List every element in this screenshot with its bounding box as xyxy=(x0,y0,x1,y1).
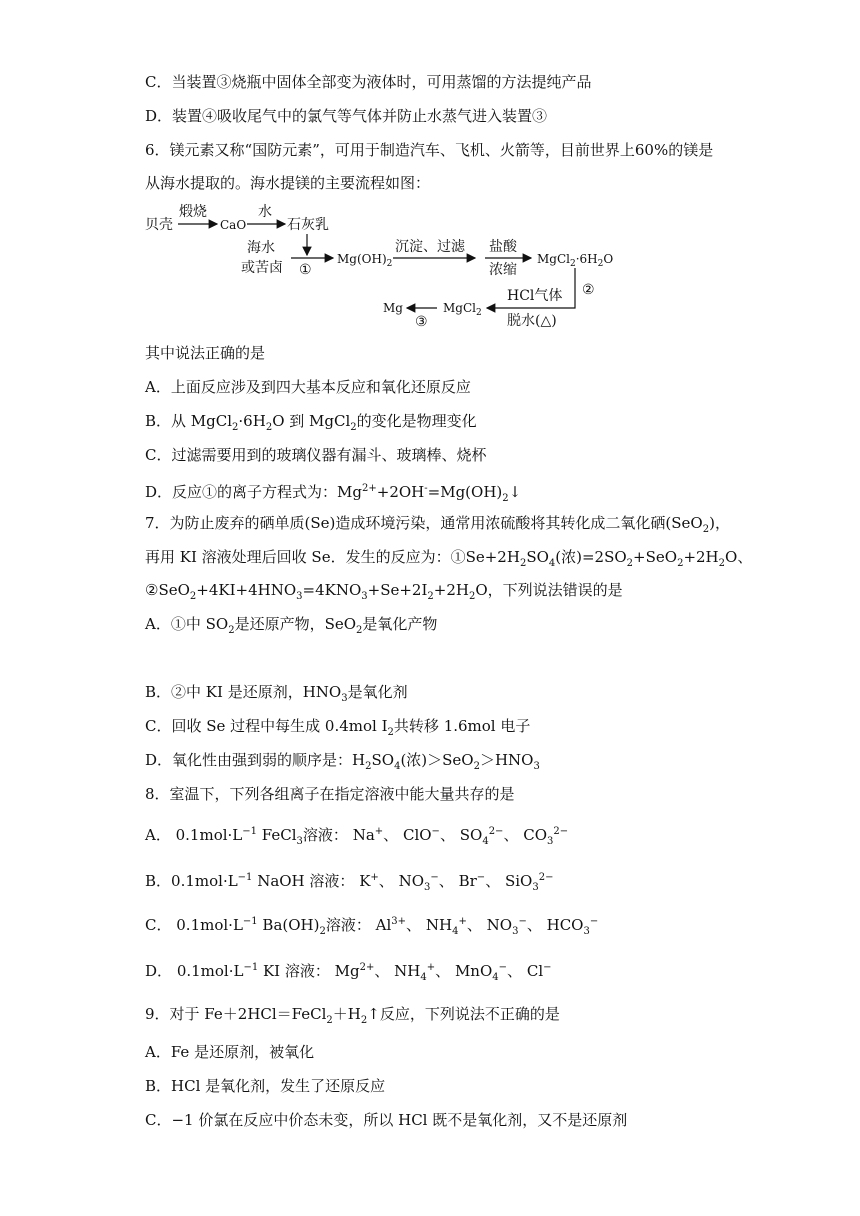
flow-step1: ① xyxy=(299,262,312,278)
flow-water: 水 xyxy=(258,204,272,220)
q7-stem-line2: 再用 KI 溶液处理后回收 Se．发生的反应为：$①Se+2H_2SO_4$(浓)$=2SO_2+SeO_2+2H_2O$、 xyxy=(145,548,753,569)
q9-option-a: A．Fe 是还原剂，被氧化 xyxy=(145,1043,315,1061)
flow-concentrate: 浓缩 xyxy=(489,262,517,278)
q6-option-c: C．过滤需要用到的玻璃仪器有漏斗、玻璃棒、烧杯 xyxy=(145,446,487,464)
q6-flow-diagram xyxy=(145,200,625,332)
q6-option-d: D．反应①的离子方程式为：$Mg^{2+}+2OH^-=Mg(OH)_2↓$ xyxy=(145,483,522,504)
q6-stem-line1: 6．镁元素又称“国防元素”，可用于制造汽车、飞机、火箭等，目前世界上60%的镁是 xyxy=(145,141,714,159)
q7-option-c: C．回收 Se 过程中每生成 0.4mol $I_2$共转移 1.6mol 电子 xyxy=(145,717,531,738)
flow-mg: Mg xyxy=(383,301,403,315)
q8-option-a: A． $0.1mol\cdot L^{-1}$ FeCl$_3$溶液： Na+、 ClO−、 $SO_4^{2-}$、 $CO_3^{2-}$ xyxy=(145,826,569,847)
flow-step3: ③ xyxy=(415,314,428,330)
flow-mgcl2-hydrate: $MgCl_2\cdot 6H_2O$ xyxy=(537,252,614,269)
flow-hcl-acid: 盐酸 xyxy=(489,239,517,255)
q7-option-a: A．①中 $SO_2$是还原产物，SeO$_2$是氧化产物 xyxy=(145,615,438,636)
q6-stem-line2: 从海水提取的。海水提镁的主要流程如图： xyxy=(145,174,431,192)
flow-seawater: 海水 xyxy=(247,240,275,256)
flow-calcine: 煅烧 xyxy=(179,204,207,220)
q6-option-a: A．上面反应涉及到四大基本反应和氧化还原反应 xyxy=(145,378,471,396)
flow-mgoh2: $Mg(OH)_2$ xyxy=(337,252,393,269)
q9-option-c: C．−1 价氯在反应中价态未变，所以 HCl 既不是氧化剂，又不是还原剂 xyxy=(145,1111,628,1129)
flow-mgcl2: MgCl$_2$ xyxy=(443,301,482,318)
q8-option-d: D． $0.1mol\cdot L^{-1}$ KI 溶液： $Mg^{2+}$、 $NH_4^+$、 MnO$_4$−、 Cl− xyxy=(145,962,552,983)
q6-option-b: B．从 $MgCl_2\cdot 6H_2O$ 到 MgCl$_2$的变化是物理变化 xyxy=(145,412,477,433)
q7-stem-line1: 7．为防止废弃的硒单质(Se)造成环境污染，通常用浓硫酸将其转化成二氧化硒(SeO$_2$)， xyxy=(145,514,730,535)
q7-option-b: B．②中 KI 是还原剂，$HNO_3$是氧化剂 xyxy=(145,683,408,704)
q8-option-c: C． $0.1mol\cdot L^{-1}$ $Ba(OH)_2$溶液： $Al^{3+}$、 $NH_4^+$、 $NO_3^-$、 $HCO_3^-$ xyxy=(145,916,599,937)
flow-brine: 或苦卤 xyxy=(241,260,283,276)
q8-stem: 8．室温下，下列各组离子在指定溶液中能大量共存的是 xyxy=(145,785,515,803)
q5-option-c: C．当装置③烧瓶中固体全部变为液体时，可用蒸馏的方法提纯产品 xyxy=(145,73,592,91)
q9-stem: 9．对于 $Fe+2HCl=FeCl_2+H_2↑$反应，下列说法不正确的是 xyxy=(145,1005,560,1026)
q5-option-d: D．装置④吸收尾气中的氯气等气体并防止水蒸气进入装置③ xyxy=(145,107,548,125)
q8-option-b: B．$0.1mol\cdot L^{-1}$ NaOH 溶液： K+、 $NO_3^-$、 Br−、 SiO$_3^{2-}$ xyxy=(145,872,554,893)
flow-lime-milk: 石灰乳 xyxy=(287,217,329,233)
flow-dehydrate: 脱水(△) xyxy=(507,313,557,329)
flow-precip: 沉淀、过滤 xyxy=(395,239,465,255)
flow-hcl-gas: HCl气体 xyxy=(507,288,563,304)
flow-shell: 贝壳 xyxy=(145,217,173,233)
flow-cao: CaO xyxy=(220,218,247,232)
flow-step2: ② xyxy=(582,282,595,298)
q9-option-b: B．HCl 是氧化剂，发生了还原反应 xyxy=(145,1077,386,1095)
q6-prompt: 其中说法正确的是 xyxy=(145,344,266,362)
q7-stem-line3: $②SeO_2+4KI+4HNO_3=4KNO_3+Se+2I_2+2H_2O$，下列说法错误的是 xyxy=(145,581,623,602)
q7-option-d: D．氧化性由强到弱的顺序是：$H_2SO_4$(浓)$>SeO_2>HNO_3$ xyxy=(145,751,540,772)
